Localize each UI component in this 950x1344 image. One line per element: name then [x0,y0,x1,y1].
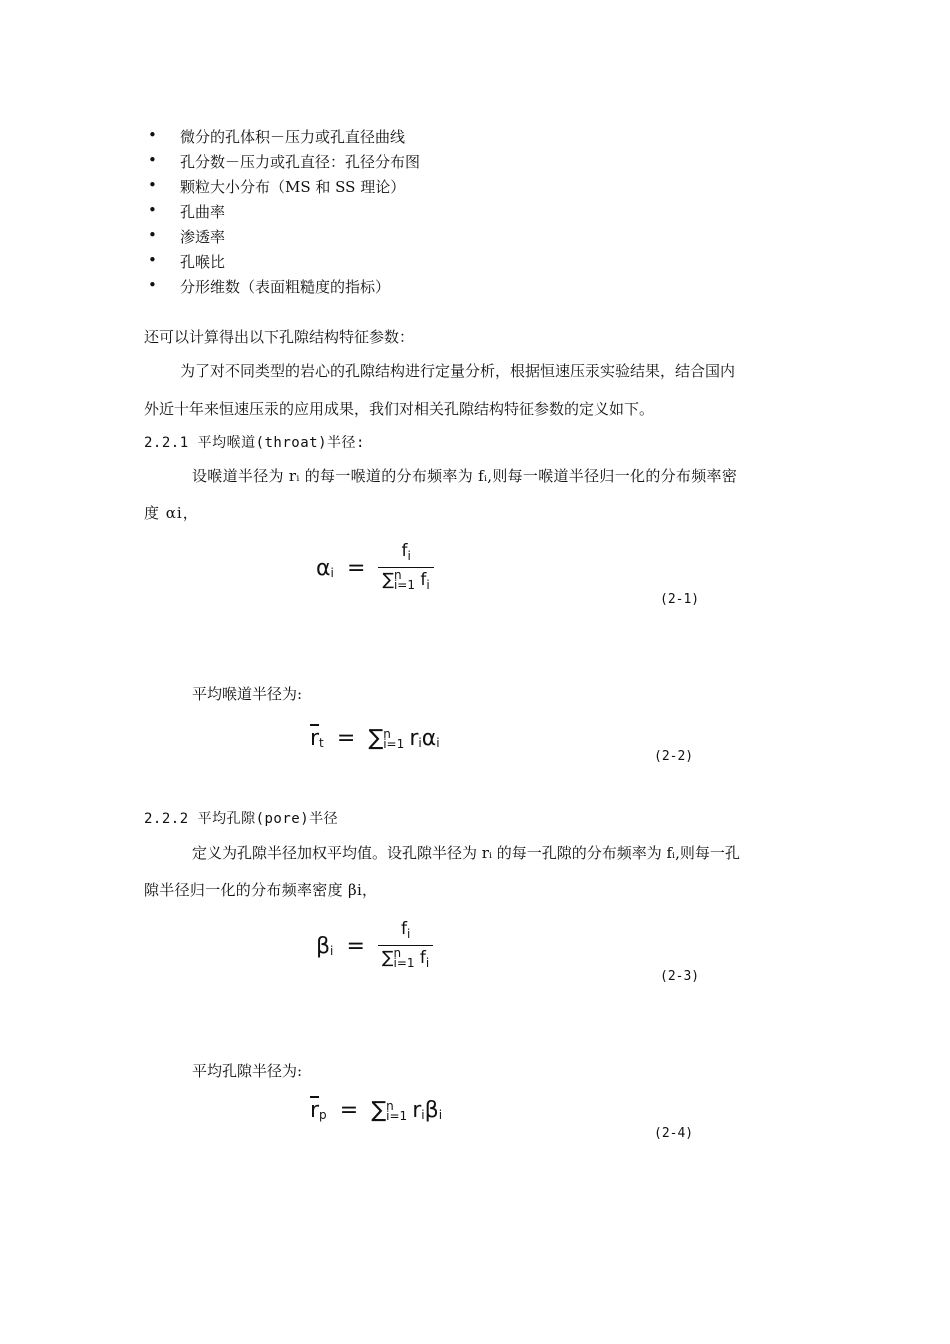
equation-number: (2-1) [660,592,700,607]
bullet-marker: • [148,151,157,169]
equation-number: (2-2) [654,749,694,764]
paragraph-line: 度 αi， [144,504,199,522]
eq-term: r [409,726,419,751]
equation-number: (2-4) [654,1126,694,1141]
eq-numerator: $f_i$ [378,540,433,568]
paragraph-line: 外近十年来恒速压汞的应用成果，我们对相关孔隙结构特征参数的定义如下。 [144,400,655,418]
intro-line: 还可以计算得出以下孔隙结构特征参数： [144,328,415,346]
bullet-text: 渗透率 [180,228,226,246]
equation-number: (2-3) [660,969,700,984]
eq-symbol: $\overline{r}$ [310,726,320,751]
eq-fraction [378,540,433,597]
eq-equals: = [346,556,366,581]
eq-term: r [412,1098,422,1123]
paragraph-line: 隙半径归一化的分布频率密度 βi， [144,881,378,899]
paragraph-line: 平均喉道半径为: [192,685,303,703]
eq-subscript: i [330,944,334,958]
bullet-marker: • [148,276,157,294]
bullet-text: 分形维数（表面粗糙度的指标） [180,278,391,296]
equation-2-2: $\overline{r}_t$ = ∑ n i=1 $r_i\alpha_i$ [310,726,440,751]
eq-term: α [421,726,437,751]
eq-subscript: p [319,1108,327,1122]
eq-numerator: $f_i$ [378,918,433,946]
equation-2-1 [316,540,434,597]
bullet-marker: • [148,251,157,269]
eq-limits: n i=1 [386,1098,408,1123]
paragraph-line: 设喉道半径为 rᵢ 的每一喉道的分布频率为 fᵢ,则每一喉道半径归一化的分布频率密 [192,467,738,485]
eq-equals: = [339,1098,359,1123]
section-heading: 2.2.1 平均喉道(throat)半径: [144,435,365,451]
eq-denominator: ∑ n i=1 $f_i$ [382,946,430,970]
eq-sum: ∑ [371,1098,387,1123]
eq-symbol: β [316,934,331,959]
eq-limits: n i=1 [383,726,405,751]
eq-symbol: α [316,556,331,581]
section-heading: 2.2.2 平均孔隙(pore)半径 [144,811,339,827]
bullet-marker: • [148,126,157,144]
equation-2-3 [316,918,433,975]
paragraph-line: 定义为孔隙半径加权平均值。设孔隙半径为 rᵢ 的每一孔隙的分布频率为 fᵢ,则每一孔 [192,844,740,862]
eq-equals: = [346,934,365,959]
bullet-text: 微分的孔体积－压力或孔直径曲线 [180,128,406,146]
bullet-text: 孔喉比 [180,253,226,271]
eq-term: β [424,1098,439,1123]
bullet-marker: • [148,201,157,219]
equation-2-4: $\overline{r}_p$ = ∑ n i=1 $r_i\beta_i$ [310,1098,443,1123]
paragraph-line: 为了对不同类型的岩心的孔隙结构进行定量分析，根据恒速压汞实验结果，结合国内 [180,362,736,380]
bullet-marker: • [148,176,157,194]
eq-fraction [378,918,433,975]
paragraph-line: 平均孔隙半径为: [192,1062,303,1080]
bullet-text: 颗粒大小分布（MS 和 SS 理论） [180,178,406,196]
eq-equals: = [336,726,356,751]
eq-sum: ∑ [368,726,384,751]
eq-symbol: $\overline{r}$ [310,1098,320,1123]
bullet-marker: • [148,226,157,244]
bullet-text: 孔曲率 [180,203,226,221]
eq-subscript: i [330,566,334,580]
bullet-text: 孔分数－压力或孔直径：孔径分布图 [180,153,421,171]
eq-denominator: ∑ n i=1 $f_i$ [382,568,430,592]
eq-subscript: t [319,736,324,750]
